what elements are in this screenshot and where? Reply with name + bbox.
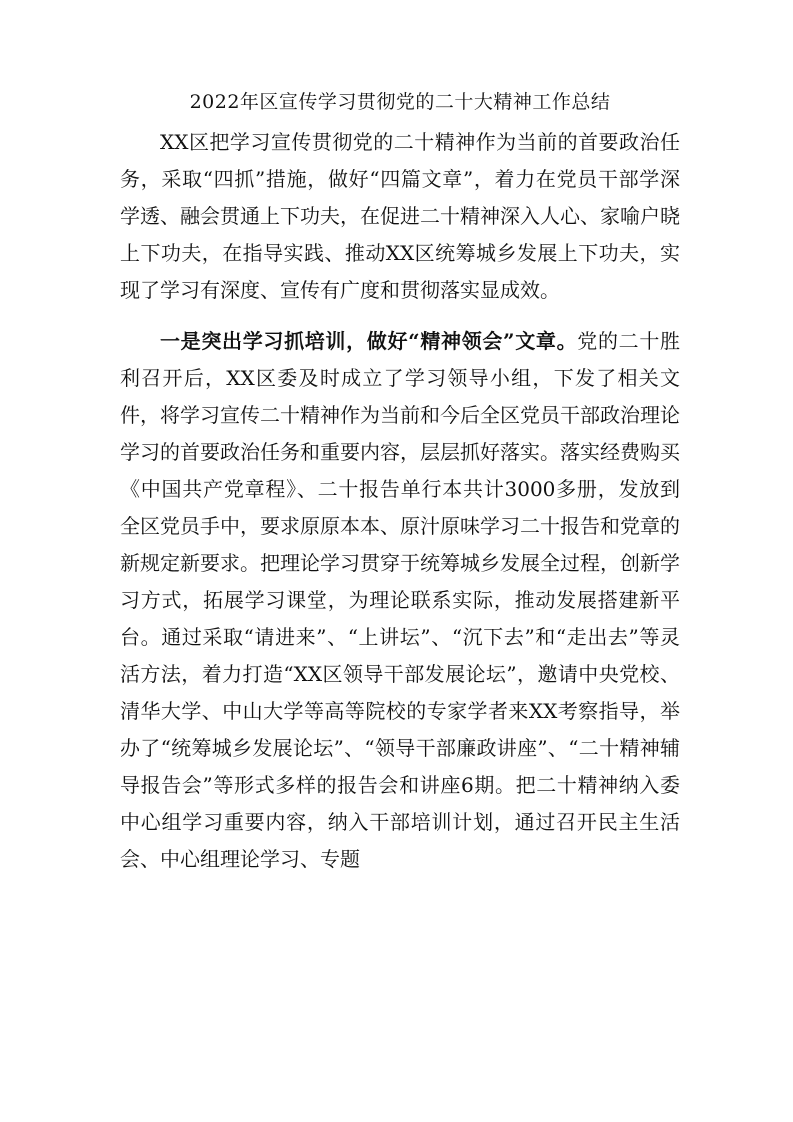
paragraph-intro [120, 124, 680, 309]
paragraph-section-one [120, 323, 680, 878]
document-title: 2022年区宣传学习贯彻党的二十大精神工作总结 [189, 91, 611, 113]
document-page [120, 84, 680, 892]
paragraph-text: XX区把学习宣传贯彻党的二十精神作为当前的首要政治任务，采取“四抓”措施，做好“四篇文章”，着力在党员干部学深学透、融会贯通上下功夫，在促进二十精神深入人心、家喻户晓上下功夫，在指导实践、推动XX区统筹城乡发展上下功夫，实现了学习有深度、宣传有广度和贯彻落实显成效。 [120, 130, 680, 302]
paragraph-text: 党的二十胜利召开后，XX区委及时成立了学习领导小组，下发了相关文件，将学习宣传二十精神作为当前和今后全区党员干部政治理论学习的首要政治任务和重要内容，层层抓好落实。落实经费购买《中国共产党章程》、二十报告单行本共计3000多册，发放到全区党员手中，要求原原本本、原汁原味学习二十报告和党章的新规定新要求。把理论学习贯穿于统筹城乡发展全过程，创新学习方式，拓展学习课堂，为理论联系实际，推动发展搭建新平台。通过采取“请进来”、“上讲坛”、“沉下去”和“走出去”等灵活方法，着力打造“XX区领导干部发展论坛”，邀请中央党校、清华大学、中山大学等高等院校的专家学者来XX考察指导，举办了“统筹城乡发展论坛”、“领导干部廉政讲座”、“二十精神辅导报告会”等形式多样的报告会和讲座6期。把二十精神纳入委中心组学习重要内容，纳入干部培训计划，通过召开民主生活会、中心组理论学习、专题 [120, 329, 680, 871]
paragraph-lead: 一是突出学习抓培训，做好“精神领会”文章。 [160, 329, 578, 353]
